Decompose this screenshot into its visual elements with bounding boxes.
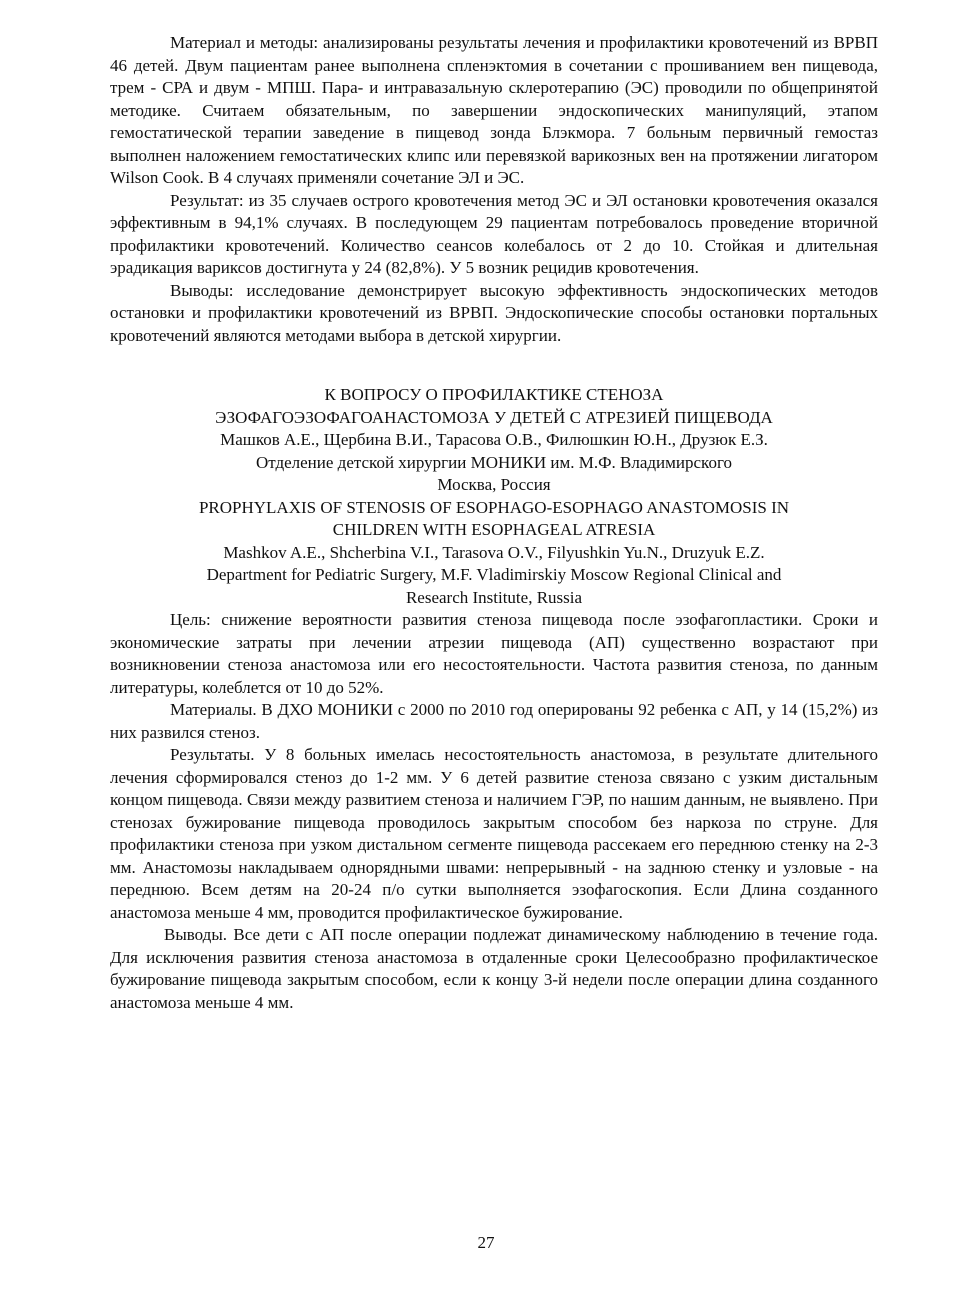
paragraph-results: Результат: из 35 случаев острого кровотечения метод ЭС и ЭЛ остановки кровотечения оказался эффективным в 94,1% случаях. В последующем 29 пациентам потребовалось проведение вторичной профилактики кровотечений. Количество сеансов колебалось от 2 до 10. Стойкая и длительная эрадикация вариксов достигнута у 24 (82,8%). У 5 возник рецидив кровотечения.: [110, 190, 878, 277]
paragraph-materials: Материалы. В ДХО МОНИКИ с 2000 по 2010 год оперированы 92 ребенка с АП, у 14 (15,2%) из них развился стеноз.: [110, 700, 878, 742]
title-ru-line-2: ЭЗОФАГОЭЗОФАГОАНАСТОМОЗА У ДЕТЕЙ С АТРЕЗИЕЙ ПИЩЕВОДА: [215, 407, 773, 427]
page-content: [110, 32, 878, 1014]
affiliation-en-line-2: Research Institute, Russia: [405, 587, 583, 607]
article-heading: [110, 384, 878, 609]
city-ru: Москва, Россия: [437, 475, 551, 494]
affiliation-en-line-1: Department for Pediatric Surgery, M.F. Vladimirskiy Moscow Regional Clinical and: [206, 565, 782, 584]
paragraph-results-2: Результаты. У 8 больных имелась несостоятельность анастомоза, в результате длительного лечения сформировался стеноз до 1-2 мм. У 6 детей развитие стеноза связано с узким дистальным концом пищевода. Связи между развитием стеноза и наличием ГЭР, по нашим данным, не выявлено. При стенозах бужирование пищевода проводилось закрытым способом без наркоза по струне. Для профилактики стеноза при узком дистальном сегменте пищевода рассекаем его переднюю стенку на 2-3 мм. Анастомозы накладываем однорядными швами: непрерывный - на заднюю стенку и узловые - на переднюю. Всем детям на 20-24 п/о сутки выполняется эзофагоскопия. Если Длина созданного анастомоза меньше 4 мм, проводится профилактическое бужирование.: [110, 745, 878, 922]
title-en-line-1: PROPHYLAXIS OF STENOSIS OF ESOPHAGO-ESOPHAGO ANASTOMOSIS IN: [198, 497, 790, 517]
title-en-line-2: CHILDREN WITH ESOPHAGEAL ATRESIA: [332, 520, 656, 539]
paragraph-conclusions-2: Выводы. Все дети с АП после операции подлежат динамическому наблюдению в течение года. Для исключения развития стеноза анастомоза в отдаленные сроки Целесообразно профилактическое бужирование пищевода закрытым способом, если к концу 3-й недели после операции длина созданного анастомоза меньше 4 мм.: [110, 925, 878, 1012]
paragraph-methods: Материал и методы: анализированы результаты лечения и профилактики кровотечений из ВРВП 46 детей. Двум пациентам ранее выполнена спленэктомия в сочетании с прошиванием вен пищевода, трем - СРА и двум - МПШ. Пара- и интравазальную склеротерапию (ЭС) проводили по общепринятой методике. Считаем обязательным, по завершении эндоскопических манипуляций, этапом гемостатической терапии заведение в пищевод зонда Блэкмора. 7 больным первичный гемостаз выполнен наложением гемостатических клипс или перевязкой варикозных вен на протяжении лигатором Wilson Cook. В 4 случаях применяли сочетание ЭЛ и ЭС.: [110, 33, 878, 187]
page-number: 27: [477, 1233, 495, 1252]
affiliation-ru: Отделение детской хирургии МОНИКИ им. М.Ф. Владимирского: [255, 452, 733, 472]
title-ru-line-1: К ВОПРОСУ О ПРОФИЛАКТИКЕ СТЕНОЗА: [324, 385, 664, 404]
authors-ru: Машков А.Е., Щербина В.И., Тарасова О.В., Филюшкин Ю.Н., Друзюк Е.З.: [220, 430, 768, 449]
paragraph-aim: Цель: снижение вероятности развития стеноза пищевода после эзофагопластики. Сроки и экономические затраты при лечении атрезии пищевода (АП) существенно возрастают при возникновении стеноза анастомоза или его несостоятельности. Частота развития стеноза, по данным литературы, колеблется от 10 до 52%.: [110, 610, 878, 697]
paragraph-conclusions: Выводы: исследование демонстрирует высокую эффективность эндоскопических методов остановки и профилактики кровотечений из ВРВП. Эндоскопические способы остановки портальных кровотечений являются методами выбора в детской хирургии.: [110, 280, 878, 345]
authors-en: Mashkov A.E., Shcherbina V.I., Tarasova O.V., Filyushkin Yu.N., Druzyuk E.Z.: [223, 542, 765, 562]
